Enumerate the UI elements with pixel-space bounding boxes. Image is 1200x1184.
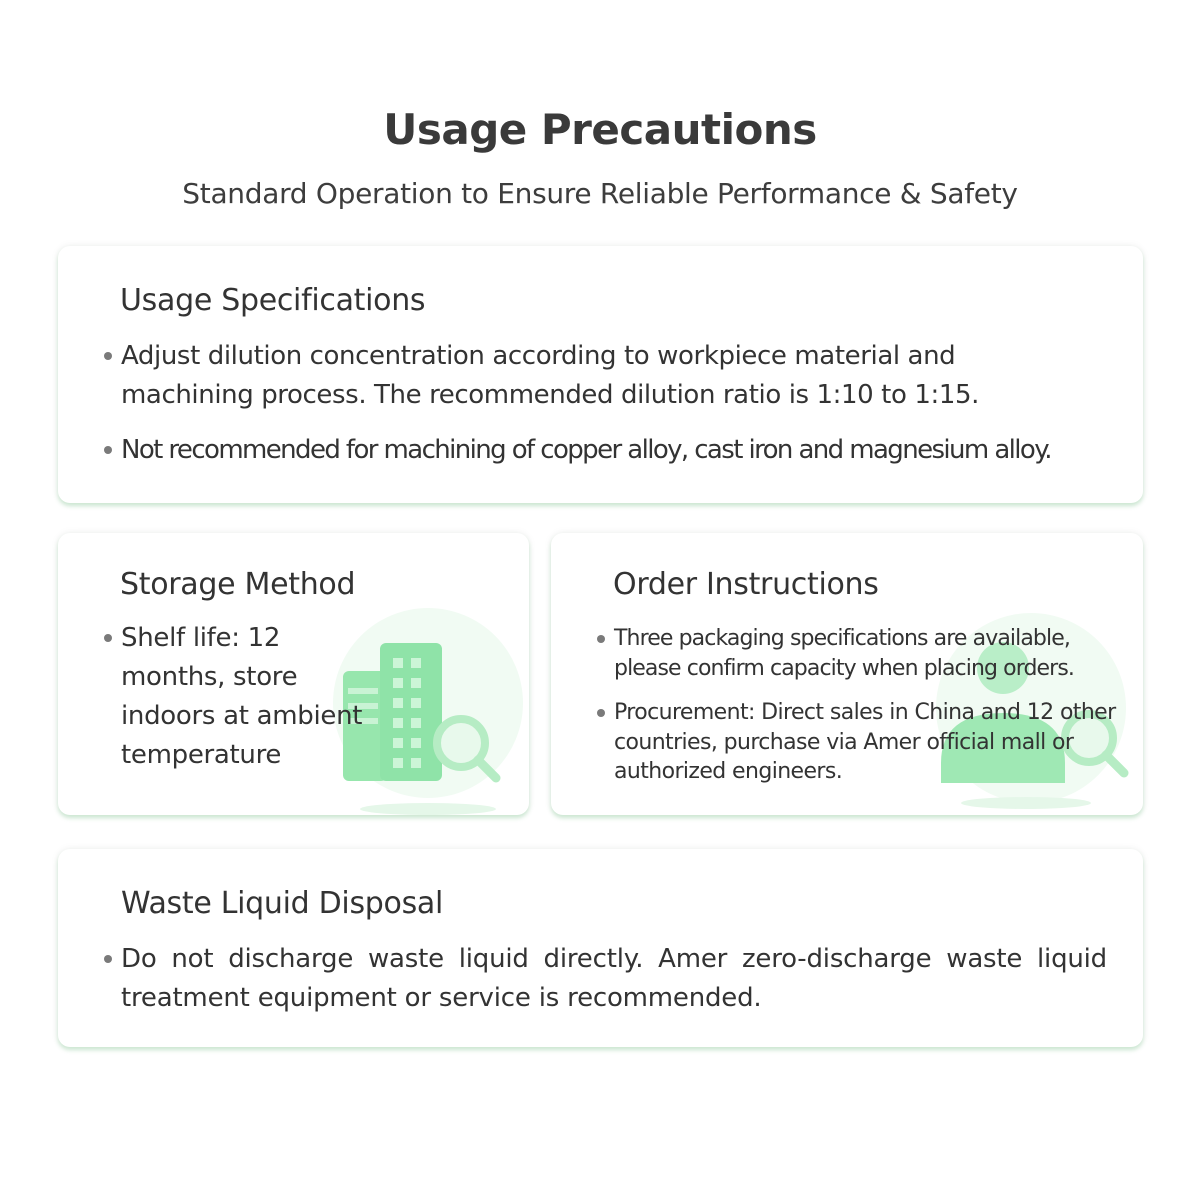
usage-specifications-title: Usage Specifications bbox=[120, 283, 426, 318]
bullet-dot bbox=[597, 709, 605, 717]
list-item bbox=[121, 431, 1131, 470]
page-subtitle: Standard Operation to Ensure Reliable Performance & Safety bbox=[182, 177, 1018, 210]
bullet-dot bbox=[597, 635, 605, 643]
order-item-2: Procurement: Direct sales in China and 12 other countries, purchase via Amer official mall or authorized engineers. bbox=[614, 700, 1116, 784]
waste-item-1: Do not discharge waste liquid directly. Amer zero-discharge waste liquid treatment equipment or service is recommended. bbox=[121, 944, 1107, 1013]
usage-specifications-card bbox=[58, 246, 1143, 503]
list-item bbox=[121, 619, 376, 775]
waste-liquid-disposal-card bbox=[58, 849, 1143, 1047]
order-instructions-title: Order Instructions bbox=[613, 567, 879, 602]
waste-liquid-disposal-title: Waste Liquid Disposal bbox=[121, 886, 444, 921]
list-item bbox=[614, 698, 1119, 787]
bullet-dot bbox=[104, 446, 112, 454]
order-instructions-card bbox=[551, 533, 1143, 815]
list-item bbox=[121, 337, 1121, 415]
storage-method-title: Storage Method bbox=[120, 567, 356, 602]
storage-item-1: Shelf life: 12 months, store indoors at ambient temperature bbox=[121, 623, 363, 770]
order-item-1: Three packaging specifications are available, please confirm capacity when placing orders. bbox=[614, 626, 1074, 681]
list-item bbox=[121, 940, 1107, 1018]
bullet-dot bbox=[104, 955, 112, 963]
bullet-dot bbox=[104, 634, 112, 642]
page-title: Usage Precautions bbox=[383, 105, 817, 154]
usage-spec-item-1: Adjust dilution concentration according to workpiece material and machining process. The recommended dilution ratio is 1:10 to 1:15. bbox=[121, 341, 979, 410]
storage-method-card bbox=[58, 533, 529, 815]
usage-spec-item-2: Not recommended for machining of copper alloy, cast iron and magnesium alloy. bbox=[121, 435, 1051, 465]
list-item bbox=[614, 624, 1119, 683]
bullet-dot bbox=[104, 352, 112, 360]
